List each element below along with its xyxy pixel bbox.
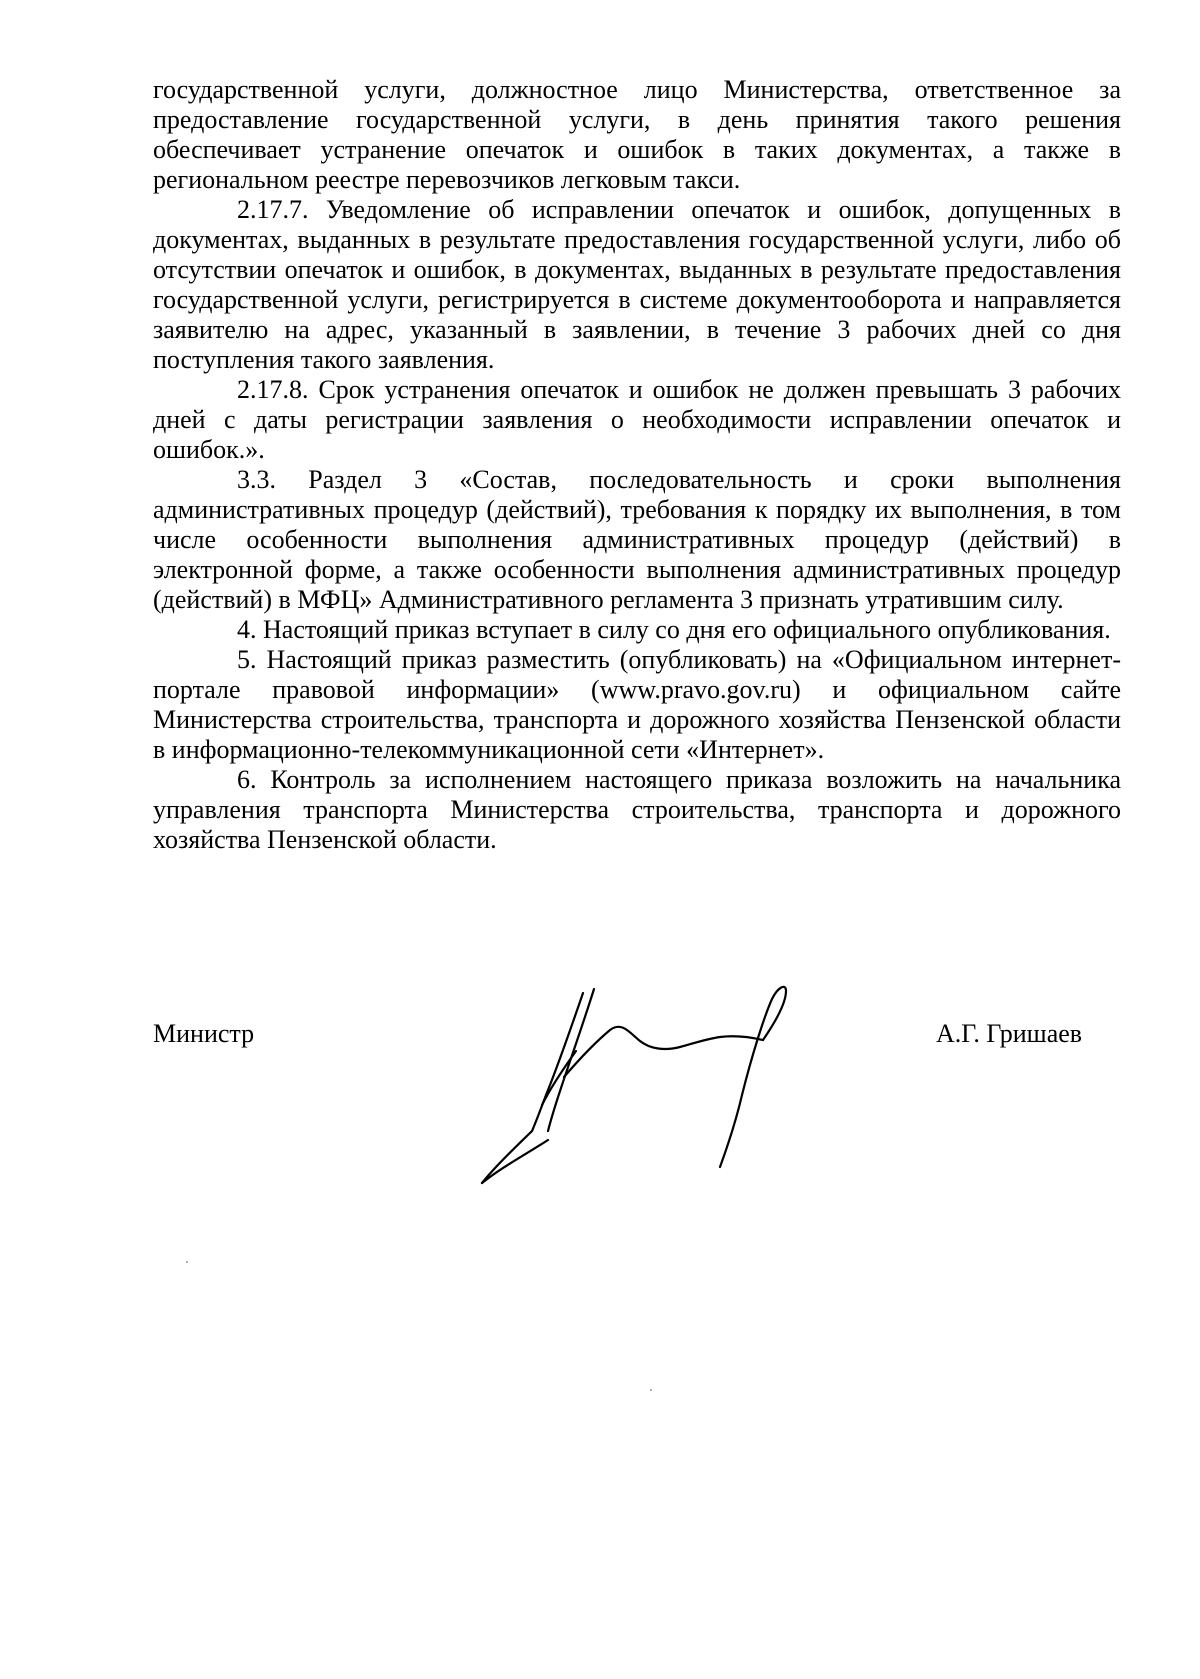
signatory-title: Министр bbox=[153, 1019, 255, 1048]
paragraph-3-3: 3.3. Раздел 3 «Состав, последовательность и сроки выполнения административных процедур (действий), требования к порядку их выполнения, в том числе особенности выполнения административных процедур (действий) в электронной форме, а также особенности выполнения административных процедур (действий) в МФЦ» Административного регламента 3 признать утратившим силу. bbox=[153, 465, 1121, 614]
scan-speck bbox=[186, 1261, 188, 1263]
scan-speck bbox=[650, 1389, 652, 1391]
paragraph-4: 4. Настоящий приказ вступает в силу со дня его официального опубликования. bbox=[237, 615, 1111, 644]
paragraph-continuation: государственной услуги, должностное лицо Министерства, ответственное за предоставление государственной услуги, в день принятия такого решения обеспечивает устранение опечаток и ошибок в таких документах, а также в региональном реестре перевозчиков легковым такси. bbox=[153, 75, 1121, 194]
paragraph-6: 6. Контроль за исполнением настоящего приказа возложить на начальника управления транспорта Министерства строительства, транспорта и дорожного хозяйства Пензенской области. bbox=[153, 765, 1121, 854]
paragraph-2-17-7: 2.17.7. Уведомление об исправлении опечаток и ошибок, допущенных в документах, выданных в результате предоставления государственной услуги, либо об отсутствии опечаток и ошибок, в документах, выданных в результате предоставления государственной услуги, регистрируется в системе документооборота и направляется заявителю на адрес, указанный в заявлении, в течение 3 рабочих дней со дня поступления такого заявления. bbox=[153, 195, 1121, 374]
paragraph-2-17-8: 2.17.8. Срок устранения опечаток и ошибок не должен превышать 3 рабочих дней с даты регистрации заявления о необходимости исправлении опечаток и ошибок.». bbox=[153, 375, 1121, 464]
paragraph-5: 5. Настоящий приказ разместить (опубликовать) на «Официальном интернет-портале правовой информации» (www.pravo.gov.ru) и официальном сайте Министерства строительства, транспорта и дорожного хозяйства Пензенской области в информационно-телекоммуникационной сети «Интернет». bbox=[153, 645, 1121, 764]
signatory-name: А.Г. Гришаев bbox=[936, 1019, 1083, 1048]
document-body bbox=[153, 75, 1121, 855]
handwritten-signature bbox=[480, 985, 830, 1185]
